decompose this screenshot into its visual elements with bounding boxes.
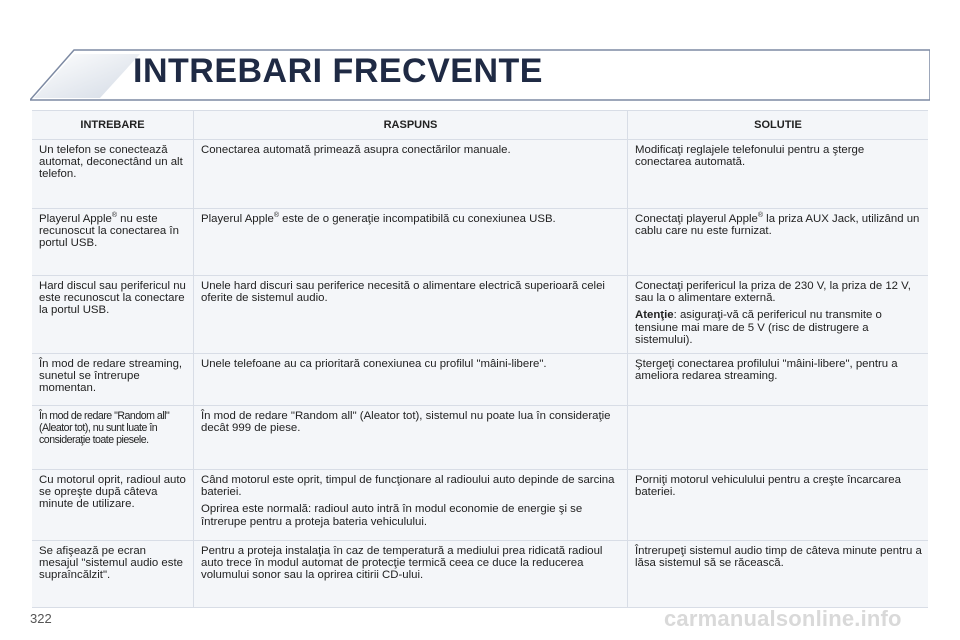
table-row <box>32 140 928 209</box>
column-header-solution: SOLUTIE <box>627 111 928 139</box>
question-cell: Cu motorul oprit, radioul auto se opreşte după câteva minute de utilizare. <box>39 474 186 511</box>
question-cell: În mod de redare "Random all" (Aleator tot), nu sunt luate în consideraţie toate piesele. <box>39 410 170 446</box>
solution-cell: Întrerupeţi sistemul audio timp de câteva minute pentru a lăsa sistemul să se răcească. <box>627 541 928 607</box>
solution-cell: Ştergeţi conectarea profilului "mâini-libere", pentru a ameliora redarea streaming. <box>627 354 928 405</box>
table-row <box>32 276 928 354</box>
solution-cell <box>627 276 928 353</box>
solution-cell: Modificaţi reglajele telefonului pentru a şterge conectarea automată. <box>627 140 928 208</box>
warning-paragraph: Atenţie: asiguraţi-vă că perifericul nu transmite o tensiune mai mare de 5 V (risc de distrugere a sistemului). <box>635 309 882 346</box>
question-cell: Se afişează pe ecran mesajul "sistemul audio este supraîncălzit". <box>39 545 183 582</box>
column-header-answer: RASPUNS <box>193 111 627 139</box>
page-title: INTREBARI FRECVENTE <box>133 52 543 90</box>
faq-table <box>32 110 928 608</box>
answer-paragraph: Oprirea este normală: radioul auto intră în modul economie de energie şi se întrerupe pentru a proteja bateria vehiculului. <box>201 503 583 528</box>
answer-paragraph: Când motorul este oprit, timpul de funcţionare al radioului auto depinde de sarcina bateriei. <box>201 474 615 499</box>
solution-paragraph: Conectaţi perifericul la priza de 230 V, la priza de 12 V, sau la o alimentare externă. <box>635 280 911 305</box>
answer-cell <box>193 470 627 540</box>
answer-cell: Playerul Apple® este de o generaţie incompatibilă cu conexiunea USB. <box>193 209 627 275</box>
warning-label: Atenţie <box>635 309 674 322</box>
watermark: carmanualsonline.info <box>664 606 902 631</box>
question-cell: Playerul Apple® nu este recunoscut la conectarea în portul USB. <box>39 212 179 250</box>
table-row <box>32 406 928 470</box>
table-row <box>32 354 928 406</box>
column-header-question: INTREBARE <box>80 118 145 131</box>
table-row <box>32 209 928 276</box>
table-row <box>32 541 928 608</box>
page-number: 322 <box>30 611 52 626</box>
table-row <box>32 470 928 541</box>
answer-cell: Conectarea automată primează asupra conectărilor manuale. <box>193 140 627 208</box>
answer-cell: Unele telefoane au ca prioritară conexiunea cu profilul "mâini-libere". <box>193 354 627 405</box>
question-cell: În mod de redare streaming, sunetul se întrerupe momentan. <box>39 358 183 395</box>
solution-cell: Porniţi motorul vehiculului pentru a creşte încarcarea bateriei. <box>627 470 928 540</box>
question-cell: Un telefon se conectează automat, deconectând un alt telefon. <box>39 144 183 181</box>
table-header-row <box>32 111 928 140</box>
solution-cell <box>627 406 928 469</box>
answer-cell: Unele hard discuri sau periferice necesită o alimentare electrică superioară celei oferite de sistemul audio. <box>193 276 627 353</box>
answer-cell: În mod de redare "Random all" (Aleator tot), sistemul nu poate lua în consideraţie decât 999 de piese. <box>193 406 627 469</box>
solution-cell: Conectaţi playerul Apple® la priza AUX Jack, utilizând un cablu care nu este furnizat. <box>627 209 928 275</box>
question-cell: Hard discul sau perifericul nu este recunoscut la conectare la portul USB. <box>39 280 186 317</box>
answer-cell: Pentru a proteja instalaţia în caz de temperatură a mediului prea ridicată radioul auto trece în modul automat de protecţie termică ceea ce duce la reducerea volumului sonor sau la oprirea citirii CD-ului. <box>193 541 627 607</box>
